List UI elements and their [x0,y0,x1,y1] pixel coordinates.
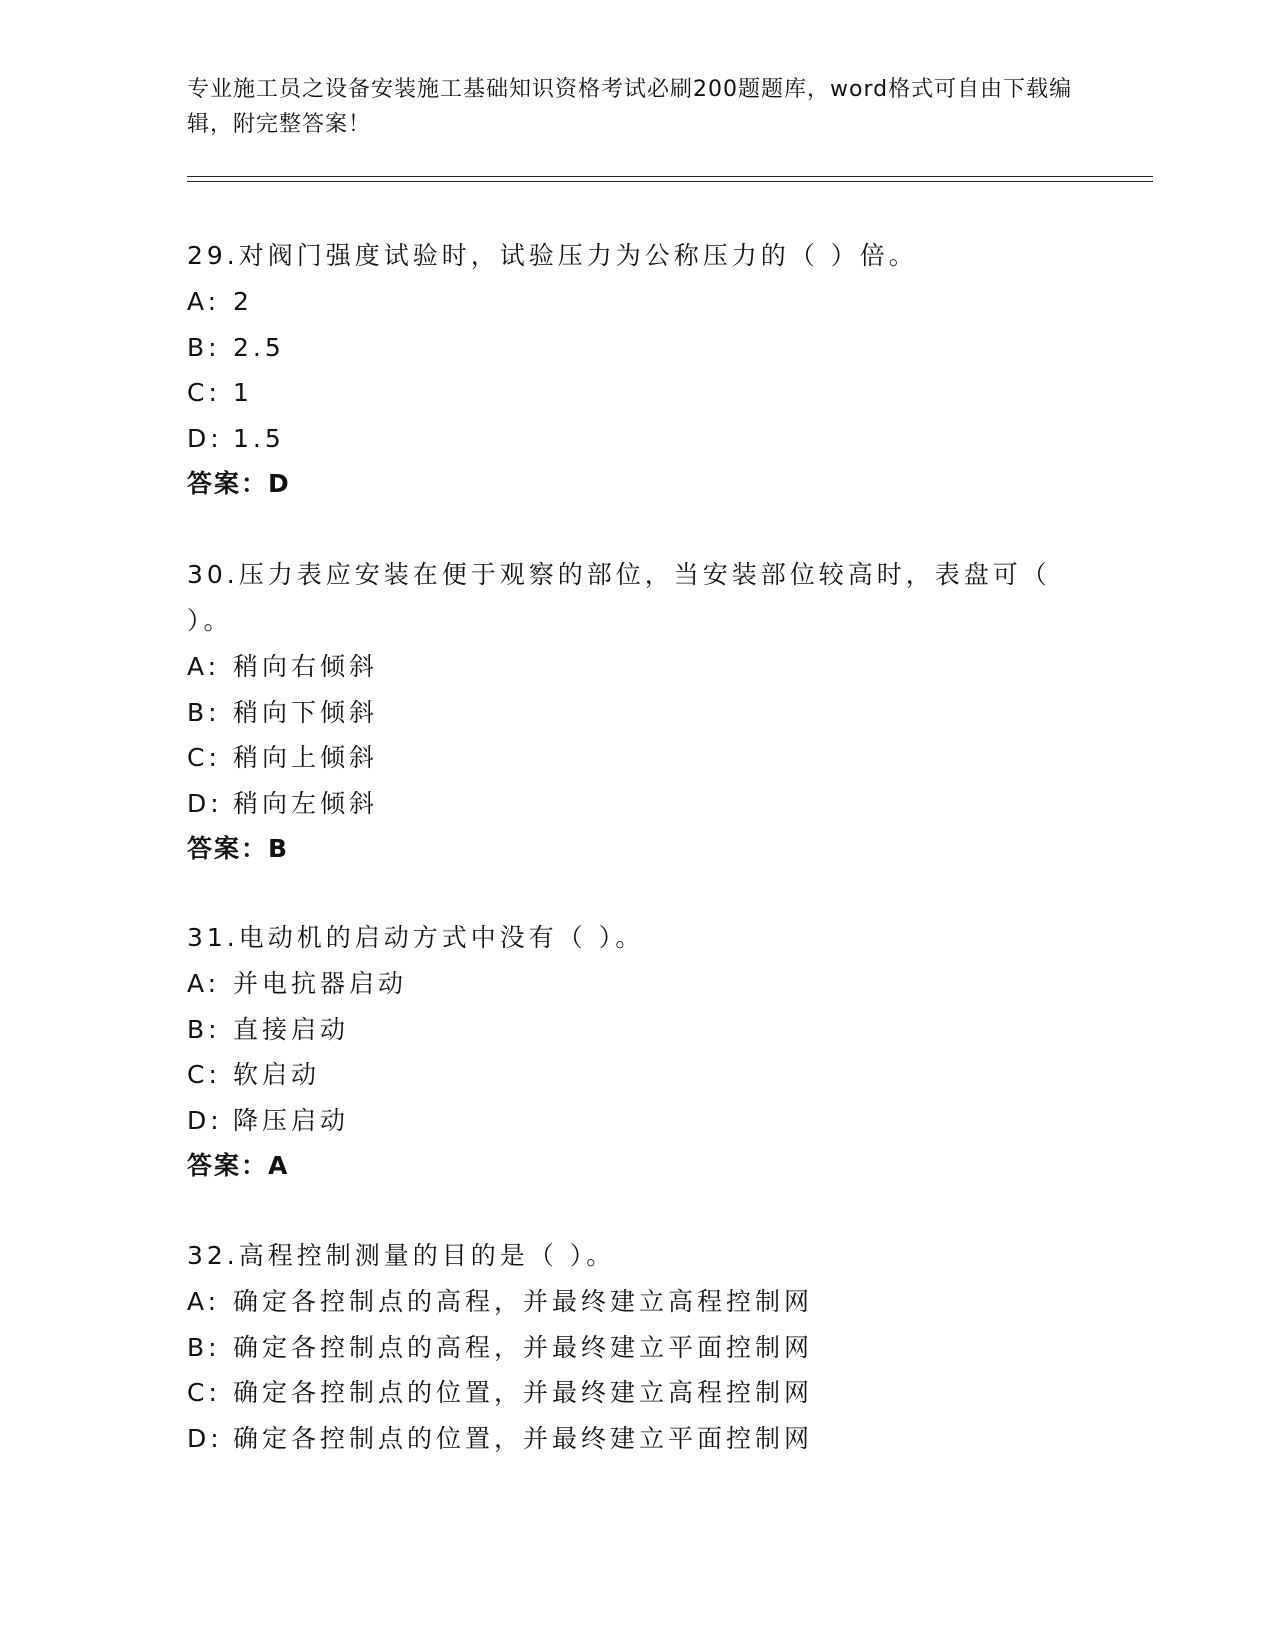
document-header [187,72,1087,142]
question-stem: 32.高程控制测量的目的是（ ）。 [187,1241,616,1270]
option-text: 稍向左倾斜 [233,788,379,818]
option-letter: B: [187,1332,221,1362]
option-letter: B: [187,332,221,362]
header-title: 专业施工员之设备安装施工基础知识资格考试必刷200题题库，word格式可自由下载编辑，附完整答案！ [187,77,1073,137]
option-text: 稍向下倾斜 [233,697,379,727]
option-letter: A: [187,652,221,681]
option-text: 确定各控制点的高程，并最终建立平面控制网 [233,1332,814,1362]
option-c [187,735,1067,781]
option-text: 确定各控制点的位置，并最终建立高程控制网 [233,1378,814,1407]
option-d [187,1416,1067,1462]
option-b [187,1325,1067,1371]
option-letter: C: [187,378,221,407]
option-text: 2 [233,287,253,316]
option-letter: D: [187,423,223,453]
option-a [187,961,1067,1007]
option-letter: D: [187,1105,223,1135]
option-text: 1 [233,378,253,407]
option-text: 2.5 [233,332,285,362]
option-b [187,1007,1067,1053]
answer-line: 答案：A [187,1151,290,1180]
option-c [187,1370,1067,1416]
question-30 [187,552,1067,872]
option-a [187,279,1067,325]
option-text: 软启动 [233,1060,321,1089]
option-text: 确定各控制点的位置，并最终建立平面控制网 [233,1423,814,1453]
question-stem: 31.电动机的启动方式中没有（ ）。 [187,923,645,952]
option-letter: D: [187,1423,223,1453]
option-letter: A: [187,287,221,316]
header-divider-top [187,176,1153,177]
option-a [187,1279,1067,1325]
option-text: 并电抗器启动 [233,969,408,998]
option-text: 稍向右倾斜 [233,652,379,681]
option-c [187,370,1067,416]
question-stem: 30.压力表应安装在便于观察的部位，当安装部位较高时，表盘可（ ）。 [187,560,1051,635]
option-text: 确定各控制点的高程，并最终建立高程控制网 [233,1287,814,1316]
option-b [187,325,1067,371]
option-letter: D: [187,788,223,818]
option-letter: C: [187,1060,221,1089]
option-letter: A: [187,969,221,998]
answer-line: 答案：D [187,469,291,498]
option-text: 1.5 [233,423,285,453]
option-letter: C: [187,743,221,772]
answer-line: 答案：B [187,834,290,863]
question-32 [187,1233,1067,1461]
option-c [187,1052,1067,1098]
question-31 [187,915,1067,1189]
option-text: 直接启动 [233,1014,350,1044]
option-text: 降压启动 [233,1105,350,1135]
option-d [187,1098,1067,1144]
option-letter: C: [187,1378,221,1407]
option-letter: B: [187,1014,221,1044]
header-divider-bottom [187,181,1153,182]
option-a [187,644,1067,690]
option-d [187,416,1067,462]
option-b [187,690,1067,736]
option-letter: B: [187,697,221,727]
option-text: 稍向上倾斜 [233,743,379,772]
question-29 [187,233,1067,507]
question-stem: 29.对阀门强度试验时，试验压力为公称压力的（ ）倍。 [187,241,918,270]
option-d [187,781,1067,827]
option-letter: A: [187,1287,221,1316]
